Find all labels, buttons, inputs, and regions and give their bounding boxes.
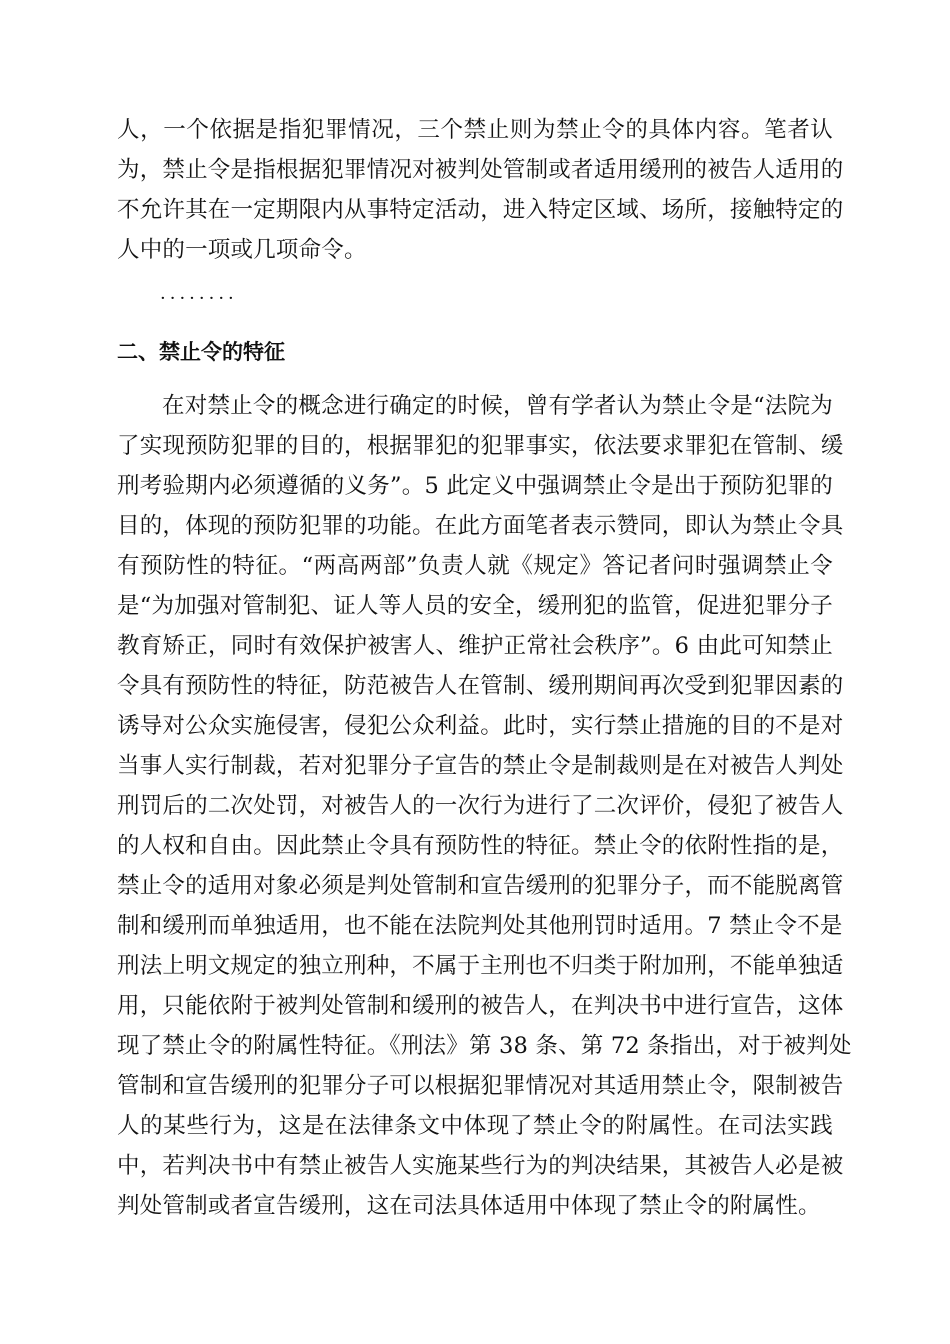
paragraph-2-line: 目的，体现的预防犯罪的功能。在此方面笔者表示赞同，即认为禁止令具 — [117, 513, 844, 539]
paragraph-2-line: 令具有预防性的特征，防范被告人在管制、缓刑期间再次受到犯罪因素的 — [117, 673, 844, 699]
paragraph-1-line: 人，一个依据是指犯罪情况，三个禁止则为禁止令的具体内容。笔者认 — [117, 117, 833, 143]
paragraph-2-line: 刑法上明文规定的独立刑种，不属于主刑也不归类于附加刑，不能单独适 — [117, 953, 844, 979]
ellipsis: ········ — [160, 288, 238, 309]
paragraph-2-line: 现了禁止令的附属性特征。《刑法》第 38 条、第 72 条指出，对于被判处 — [117, 1033, 852, 1059]
paragraph-2-line: 当事人实行制裁，若对犯罪分子宣告的禁止令是制裁则是在对被告人判处 — [117, 753, 844, 779]
paragraph-2-line: 是“为加强对管制犯、证人等人员的安全，缓刑犯的监管，促进犯罪分子 — [117, 593, 833, 619]
paragraph-2-line: 了实现预防犯罪的目的，根据罪犯的犯罪事实，依法要求罪犯在管制、缓 — [117, 433, 844, 459]
paragraph-2-line: 禁止令的适用对象必须是判处管制和宣告缓刑的犯罪分子，而不能脱离管 — [117, 873, 844, 899]
paragraph-2-line: 的人权和自由。因此禁止令具有预防性的特征。禁止令的依附性指的是， — [117, 833, 844, 859]
paragraph-1-line: 不允许其在一定期限内从事特定活动，进入特定区域、场所，接触特定的 — [117, 197, 844, 223]
paragraph-2-line: 用，只能依附于被判处管制和缓刑的被告人，在判决书中进行宣告，这体 — [117, 993, 844, 1019]
paragraph-2-line: 诱导对公众实施侵害，侵犯公众利益。此时，实行禁止措施的目的不是对 — [117, 713, 844, 739]
paragraph-1-line: 为，禁止令是指根据犯罪情况对被判处管制或者适用缓刑的被告人适用的 — [117, 157, 844, 183]
paragraph-2-line: 在对禁止令的概念进行确定的时候，曾有学者认为禁止令是“法院为 — [162, 393, 833, 419]
section-heading: 二、禁止令的特征 — [117, 340, 285, 364]
paragraph-2-line: 判处管制或者宣告缓刑，这在司法具体适用中体现了禁止令的附属性。 — [117, 1193, 821, 1219]
paragraph-2-line: 刑考验期内必须遵循的义务”。5 此定义中强调禁止令是出于预防犯罪的 — [117, 473, 833, 499]
paragraph-2-line: 刑罚后的二次处罚，对被告人的一次行为进行了二次评价，侵犯了被告人 — [117, 793, 844, 819]
paragraph-2-line: 制和缓刑而单独适用，也不能在法院判处其他刑罚时适用。7 禁止令不是 — [117, 913, 843, 939]
paragraph-2-line: 教育矫正，同时有效保护被害人、维护正常社会秩序”。6 由此可知禁止 — [117, 633, 833, 659]
paragraph-2-line: 管制和宣告缓刑的犯罪分子可以根据犯罪情况对其适用禁止令，限制被告 — [117, 1073, 844, 1099]
paragraph-2-line: 有预防性的特征。“两高两部”负责人就《规定》答记者问时强调禁止令 — [117, 553, 833, 579]
paragraph-2-line: 中，若判决书中有禁止被告人实施某些行为的判决结果，其被告人必是被 — [117, 1153, 844, 1179]
paragraph-2-line: 人的某些行为，这是在法律条文中体现了禁止令的附属性。在司法实践 — [117, 1113, 833, 1139]
paragraph-1-line: 人中的一项或几项命令。 — [117, 237, 367, 263]
